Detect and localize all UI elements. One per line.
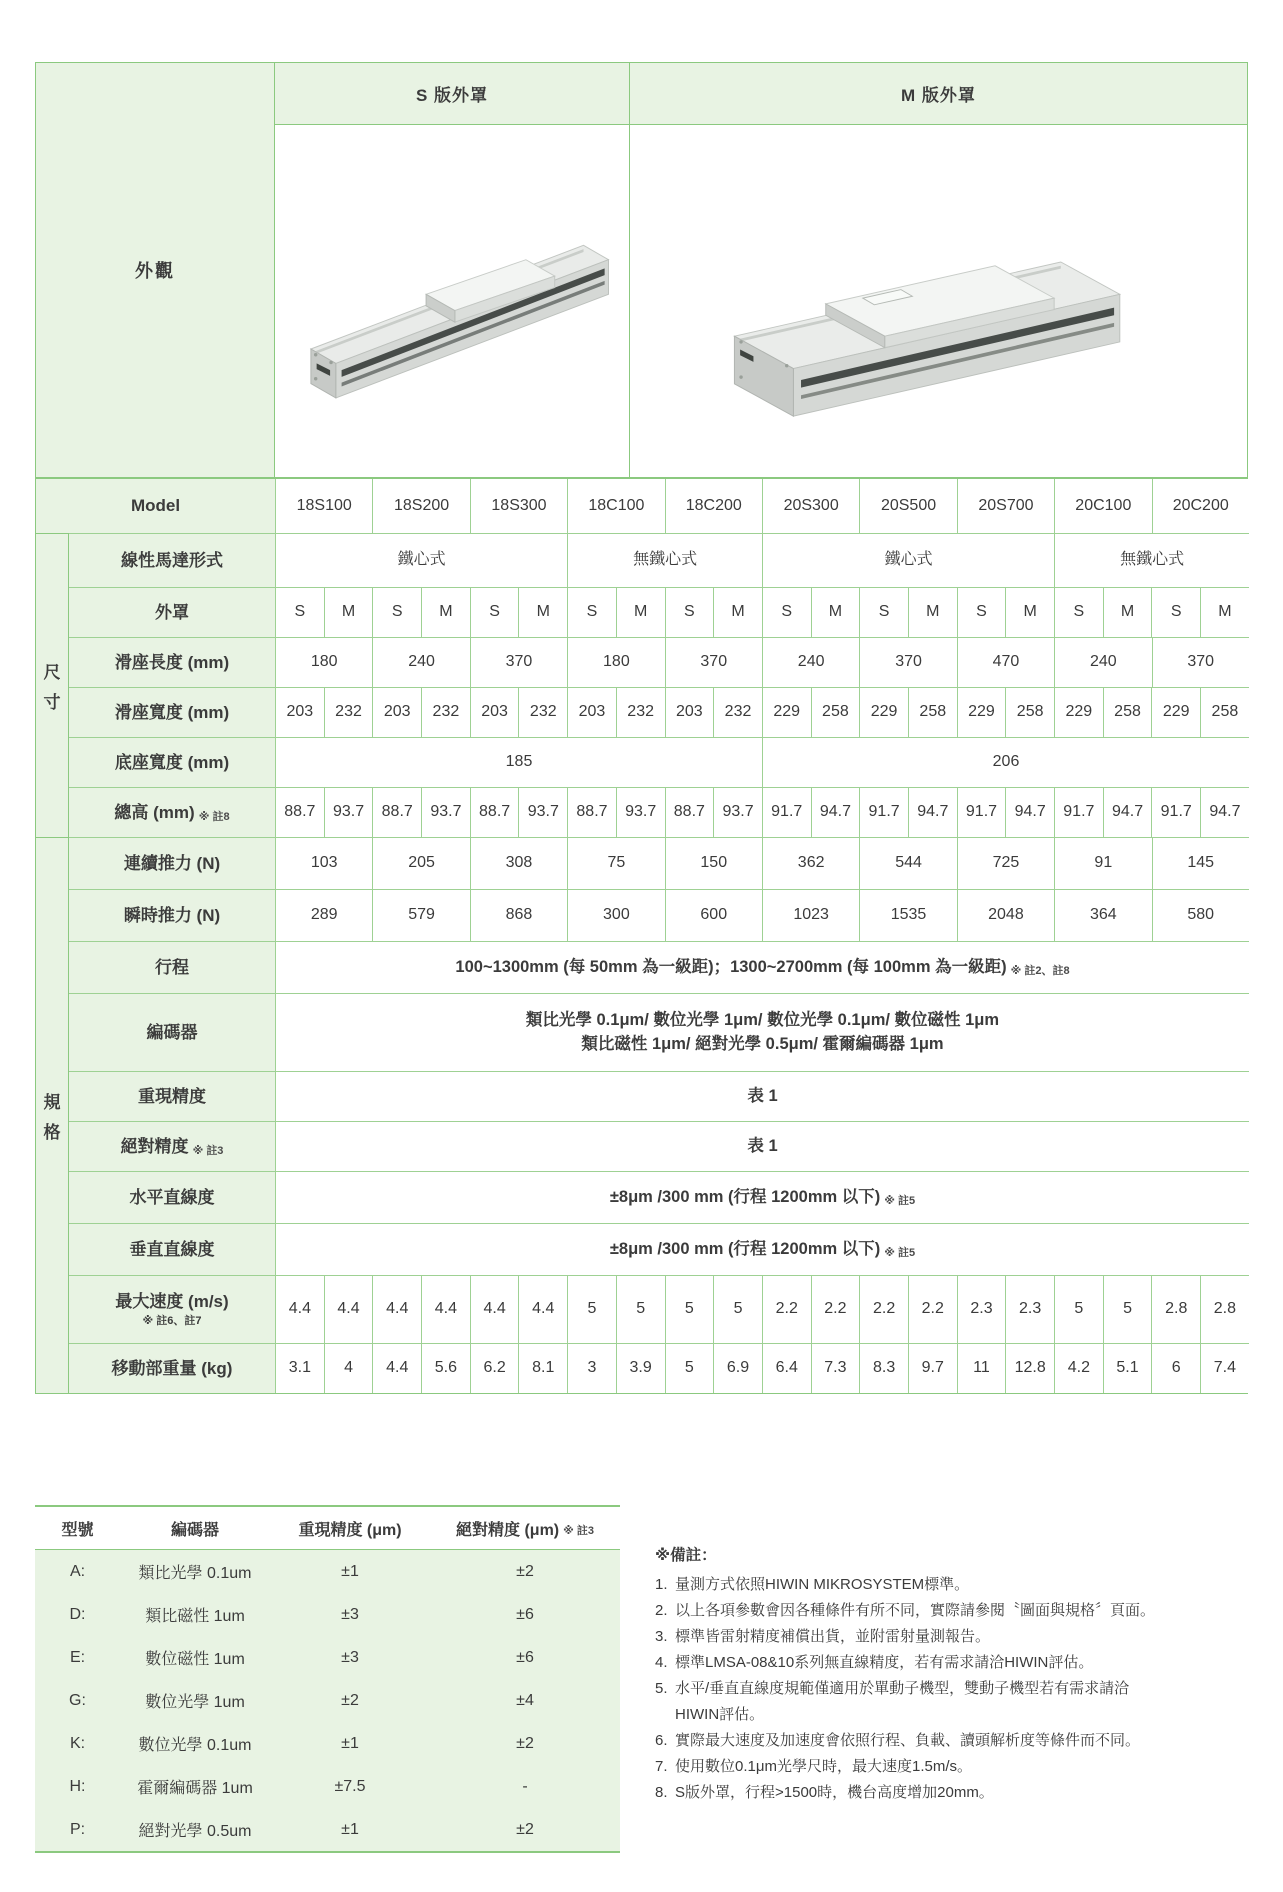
row-repeatability [36,1071,1247,1121]
cover-m-label: M 版外罩 [901,86,976,105]
slider-width-value: 232 [324,687,373,737]
row-label-model: Model [36,479,275,533]
max-speed-value: 5 [665,1275,714,1343]
row-continuous-force [36,837,1247,889]
slider-length-value: 180 [567,637,664,687]
slider-width-value: 203 [372,687,421,737]
row-label-vertical-straightness: 垂直直線度 [69,1223,275,1275]
cover-value: S [1151,587,1200,637]
slider-width-value: 232 [616,687,665,737]
moving-weight-value: 6.2 [470,1343,519,1393]
encoder-cell: ±2 [516,1820,534,1838]
row-label-cover: 外罩 [69,587,275,637]
continuous-force-value: 308 [470,837,567,889]
moving-weight-value: 5.1 [1103,1343,1152,1393]
moving-weight-value: 9.7 [908,1343,957,1393]
peak-force-value: 289 [275,889,372,941]
moving-weight-value: 4.4 [372,1343,421,1393]
row-label-encoder: 編碼器 [69,993,275,1071]
row-label-horizontal-straightness: 水平直線度 [69,1171,275,1223]
row-model [36,479,1247,533]
model-value: 18C100 [567,479,664,533]
moving-weight-value: 3.1 [275,1343,324,1393]
total-height-value: 94.7 [811,787,860,837]
encoder-table-row [35,1636,620,1679]
encoder-cell: ±7.5 [334,1777,366,1795]
group-cell-規格: 規 格 [36,837,69,1393]
slider-width-value: 229 [859,687,908,737]
encoder-cell: ±2 [516,1562,534,1580]
encoder-cell: E: [69,1648,86,1666]
motor-type-value: 無鐵心式 [567,533,762,587]
total-height-value: 94.7 [1200,787,1249,837]
encoder-table-header [35,1505,620,1550]
total-height-value: 94.7 [1103,787,1152,837]
slider-width-value: 229 [957,687,1006,737]
cover-s-column [275,63,629,477]
peak-force-value: 364 [1054,889,1151,941]
encoder-value: 類比光學 0.1μm/ 數位光學 1μm/ 數位光學 0.1μm/ 數位磁性 1μm 類比磁性 1μm/ 絕對光學 0.5μm/ 霍爾編碼器 1μm [275,993,1249,1071]
cover-value: S [275,587,324,637]
encoder-cell: - [522,1777,528,1795]
continuous-force-value: 150 [665,837,762,889]
model-value: 20S500 [859,479,956,533]
total-height-value: 94.7 [1005,787,1054,837]
row-label-continuous-force: 連續推力 (N) [69,837,275,889]
repeatability-value: 表 1 [275,1071,1249,1121]
encoder-cell: 霍爾編碼器 1um [137,1780,253,1797]
moving-weight-value: 7.4 [1200,1343,1249,1393]
encoder-cell: ±6 [516,1648,534,1666]
encoder-cell: H: [69,1777,86,1795]
slider-width-value: 258 [1200,687,1249,737]
max-speed-value: 5 [1103,1275,1152,1343]
row-label-max-speed: 最大速度 (m/s) ※ 註6、註7 [69,1275,275,1343]
total-height-value: 93.7 [713,787,762,837]
cover-value: M [1005,587,1054,637]
encoder-header-3: 絕對精度 (μm) ※ 註3 [456,1521,594,1539]
model-value: 18S300 [470,479,567,533]
cover-value: M [1200,587,1249,637]
row-moving-weight [36,1343,1247,1393]
cover-value: M [713,587,762,637]
total-height-value: 88.7 [275,787,324,837]
moving-weight-value: 4.2 [1054,1343,1103,1393]
appearance-label: 外觀 [135,261,175,281]
slider-width-value: 203 [567,687,616,737]
total-height-value: 88.7 [665,787,714,837]
note-item-1: 1. 量測方式依照HIWIN MIKROSYSTEM標準。 [655,1576,970,1593]
row-max-speed [36,1275,1247,1343]
slider-length-value: 240 [762,637,859,687]
moving-weight-value: 7.3 [811,1343,860,1393]
cover-value: S [470,587,519,637]
moving-weight-value: 6.9 [713,1343,762,1393]
slider-length-value: 370 [470,637,567,687]
note-item-7: 7. 使用數位0.1μm光學尺時，最大速度1.5m/s。 [655,1758,973,1775]
encoder-cell: 絕對光學 0.5um [138,1823,252,1840]
encoder-table-row [35,1679,620,1722]
row-encoder [36,993,1247,1071]
encoder-table-row [35,1593,620,1636]
slider-width-value: 258 [1005,687,1054,737]
vertical-straightness-value: ±8μm /300 mm (行程 1200mm 以下) ※ 註5 [275,1223,1249,1275]
encoder-cell: ±1 [341,1734,359,1752]
slider-width-value: 203 [665,687,714,737]
row-label-repeatability: 重現精度 [69,1071,275,1121]
max-speed-value: 4.4 [324,1275,373,1343]
peak-force-value: 868 [470,889,567,941]
total-height-value: 93.7 [324,787,373,837]
cover-value: S [957,587,1006,637]
note-item-5: HIWIN評估。 [675,1706,765,1723]
row-cover [36,587,1247,637]
moving-weight-value: 12.8 [1005,1343,1054,1393]
cover-s-label: S 版外罩 [415,86,489,105]
motor-type-value: 鐵心式 [275,533,567,587]
slider-length-value: 370 [1152,637,1249,687]
peak-force-value: 2048 [957,889,1054,941]
model-value: 20C100 [1054,479,1151,533]
slider-length-value: 240 [1054,637,1151,687]
continuous-force-value: 103 [275,837,372,889]
notes-block [655,1543,1255,1806]
encoder-cell: ±2 [516,1734,534,1752]
max-speed-value: 2.2 [908,1275,957,1343]
total-height-value: 91.7 [762,787,811,837]
encoder-cell: 類比光學 0.1um [138,1565,252,1582]
continuous-force-value: 725 [957,837,1054,889]
model-value: 20C200 [1152,479,1249,533]
encoder-cell: ±3 [341,1605,359,1623]
continuous-force-value: 145 [1152,837,1249,889]
stroke-value: 100~1300mm (每 50mm 為一級距)；1300~2700mm (每 100mm 為一級距) ※ 註2、註8 [275,941,1249,993]
moving-weight-value: 6.4 [762,1343,811,1393]
encoder-cell: G: [69,1691,86,1709]
row-slider-length [36,637,1247,687]
max-speed-value: 2.8 [1200,1275,1249,1343]
total-height-value: 91.7 [957,787,1006,837]
row-total-height [36,787,1247,837]
total-height-value: 91.7 [859,787,908,837]
slider-width-value: 232 [713,687,762,737]
max-speed-value: 2.3 [957,1275,1006,1343]
notes-title: ※備註： [655,1547,717,1564]
encoder-table-row [35,1808,620,1851]
encoder-cell: ±6 [516,1605,534,1623]
slider-width-value: 232 [421,687,470,737]
max-speed-value: 2.2 [811,1275,860,1343]
encoder-accuracy-table [35,1505,620,1853]
cover-value: M [908,587,957,637]
cover-value: M [1103,587,1152,637]
encoder-cell: 類比磁性 1um [145,1608,245,1625]
base-width-value: 206 [762,737,1249,787]
total-height-value: 88.7 [372,787,421,837]
m-cover-photo-cell [630,125,1247,477]
cover-value: M [616,587,665,637]
motor-type-value: 無鐵心式 [1054,533,1249,587]
encoder-table-body [35,1550,620,1853]
moving-weight-value: 6 [1151,1343,1200,1393]
max-speed-value: 4.4 [518,1275,567,1343]
slider-length-value: 180 [275,637,372,687]
max-speed-value: 4.4 [372,1275,421,1343]
slider-length-value: 370 [859,637,956,687]
slider-width-value: 258 [811,687,860,737]
encoder-table-row [35,1722,620,1765]
row-base-width [36,737,1247,787]
cover-s-header [275,63,629,125]
total-height-value: 88.7 [470,787,519,837]
moving-weight-value: 5.6 [421,1343,470,1393]
max-speed-value: 5 [713,1275,762,1343]
peak-force-value: 600 [665,889,762,941]
row-label-slider-length: 滑座長度 (mm) [69,637,275,687]
row-vertical-straightness [36,1223,1247,1275]
moving-weight-value: 11 [957,1343,1006,1393]
continuous-force-value: 75 [567,837,664,889]
encoder-cell: ±3 [341,1648,359,1666]
slider-width-value: 229 [1054,687,1103,737]
slider-width-value: 229 [1151,687,1200,737]
encoder-cell: 數位光學 0.1um [138,1737,252,1754]
moving-weight-value: 8.3 [859,1343,908,1393]
encoder-header-1: 編碼器 [170,1521,219,1539]
slider-width-value: 229 [762,687,811,737]
base-width-value: 185 [275,737,762,787]
continuous-force-value: 91 [1054,837,1151,889]
note-item-3: 3. 標準皆雷射精度補償出貨，並附雷射量測報告。 [655,1628,991,1645]
motor-type-value: 鐵心式 [762,533,1054,587]
spec-grid [35,478,1248,1394]
row-label-absolute-accuracy: 絕對精度 ※ 註3 [69,1121,275,1171]
model-value: 18C200 [665,479,762,533]
note-item-4: 4. 標準LMSA-08&10系列無直線精度，若有需求請洽HIWIN評估。 [655,1654,1094,1671]
row-label-total-height: 總高 (mm) ※ 註8 [69,787,275,837]
total-height-value: 94.7 [908,787,957,837]
encoder-cell: 數位光學 1um [145,1694,245,1711]
encoder-cell: 數位磁性 1um [145,1651,245,1668]
s-cover-product-image [284,133,620,469]
row-label-stroke: 行程 [69,941,275,993]
slider-length-value: 240 [372,637,469,687]
total-height-value: 88.7 [567,787,616,837]
total-height-value: 91.7 [1054,787,1103,837]
row-stroke [36,941,1247,993]
encoder-header-0: 型號 [61,1521,94,1539]
row-label-motor-type: 線性馬達形式 [69,533,275,587]
max-speed-value: 5 [567,1275,616,1343]
peak-force-value: 580 [1152,889,1249,941]
row-label-moving-weight: 移動部重量 (kg) [69,1343,275,1393]
cover-value: M [324,587,373,637]
total-height-value: 93.7 [421,787,470,837]
encoder-cell: A: [69,1562,86,1580]
encoder-cell: ±1 [341,1562,359,1580]
slider-width-value: 232 [518,687,567,737]
cover-value: S [567,587,616,637]
encoder-cell: K: [69,1734,86,1752]
max-speed-value: 4.4 [421,1275,470,1343]
continuous-force-value: 362 [762,837,859,889]
cover-value: M [518,587,567,637]
slider-length-value: 470 [957,637,1054,687]
encoder-header-2: 重現精度 (μm) [298,1521,402,1539]
row-peak-force [36,889,1247,941]
total-height-value: 93.7 [616,787,665,837]
peak-force-value: 1023 [762,889,859,941]
max-speed-value: 2.3 [1005,1275,1054,1343]
row-horizontal-straightness [36,1171,1247,1223]
cover-value: S [762,587,811,637]
row-slider-width [36,687,1247,737]
max-speed-value: 2.2 [762,1275,811,1343]
encoder-cell: P: [69,1820,86,1838]
note-item-6: 6. 實際最大速度及加速度會依照行程、負載、讀頭解析度等條件而不同。 [655,1732,1141,1749]
slider-width-value: 258 [908,687,957,737]
encoder-cell: ±4 [516,1691,534,1709]
row-label-slider-width: 滑座寬度 (mm) [69,687,275,737]
peak-force-value: 1535 [859,889,956,941]
total-height-value: 91.7 [1151,787,1200,837]
slider-width-value: 203 [275,687,324,737]
row-label-base-width: 底座寬度 (mm) [69,737,275,787]
encoder-cell: D: [69,1605,86,1623]
moving-weight-value: 3.9 [616,1343,665,1393]
max-speed-value: 5 [1054,1275,1103,1343]
slider-length-value: 370 [665,637,762,687]
appearance-cell [36,63,275,477]
cover-value: S [372,587,421,637]
absolute-accuracy-value: 表 1 [275,1121,1249,1171]
note-item-2: 2. 以上各項參數會因各種條件有所不同，實際請參閱〝圖面與規格〞頁面。 [655,1602,1156,1619]
max-speed-value: 2.2 [859,1275,908,1343]
total-height-value: 93.7 [518,787,567,837]
row-motor-type [36,533,1247,587]
slider-width-value: 203 [470,687,519,737]
row-label-peak-force: 瞬時推力 (N) [69,889,275,941]
encoder-cell: ±2 [341,1691,359,1709]
continuous-force-value: 544 [859,837,956,889]
peak-force-value: 300 [567,889,664,941]
model-value: 18S200 [372,479,469,533]
cover-m-header [630,63,1247,125]
cover-photo-section [35,62,1248,478]
max-speed-value: 4.4 [470,1275,519,1343]
moving-weight-value: 4 [324,1343,373,1393]
model-value: 20S700 [957,479,1054,533]
moving-weight-value: 8.1 [518,1343,567,1393]
continuous-force-value: 205 [372,837,469,889]
m-cover-product-image [644,134,1234,468]
encoder-cell: ±1 [341,1820,359,1838]
group-cell-尺寸: 尺 寸 [36,533,69,837]
cover-m-column [629,63,1247,477]
model-value: 20S300 [762,479,859,533]
peak-force-value: 579 [372,889,469,941]
note-item-5: 5. 水平/垂直直線度規範僅適用於單動子機型，雙動子機型若有需求請洽 [655,1680,1130,1697]
cover-value: S [859,587,908,637]
cover-value: S [665,587,714,637]
horizontal-straightness-value: ±8μm /300 mm (行程 1200mm 以下) ※ 註5 [275,1171,1249,1223]
s-cover-photo-cell [275,125,629,477]
model-value: 18S100 [275,479,372,533]
max-speed-value: 4.4 [275,1275,324,1343]
cover-value: M [421,587,470,637]
cover-value: M [811,587,860,637]
moving-weight-value: 3 [567,1343,616,1393]
max-speed-value: 2.8 [1151,1275,1200,1343]
max-speed-value: 5 [616,1275,665,1343]
encoder-table-row [35,1550,620,1593]
encoder-table-row [35,1765,620,1808]
slider-width-value: 258 [1103,687,1152,737]
moving-weight-value: 5 [665,1343,714,1393]
row-absolute-accuracy [36,1121,1247,1171]
note-item-8: 8. S版外罩，行程>1500時，機台高度增加20mm。 [655,1784,994,1801]
cover-value: S [1054,587,1103,637]
